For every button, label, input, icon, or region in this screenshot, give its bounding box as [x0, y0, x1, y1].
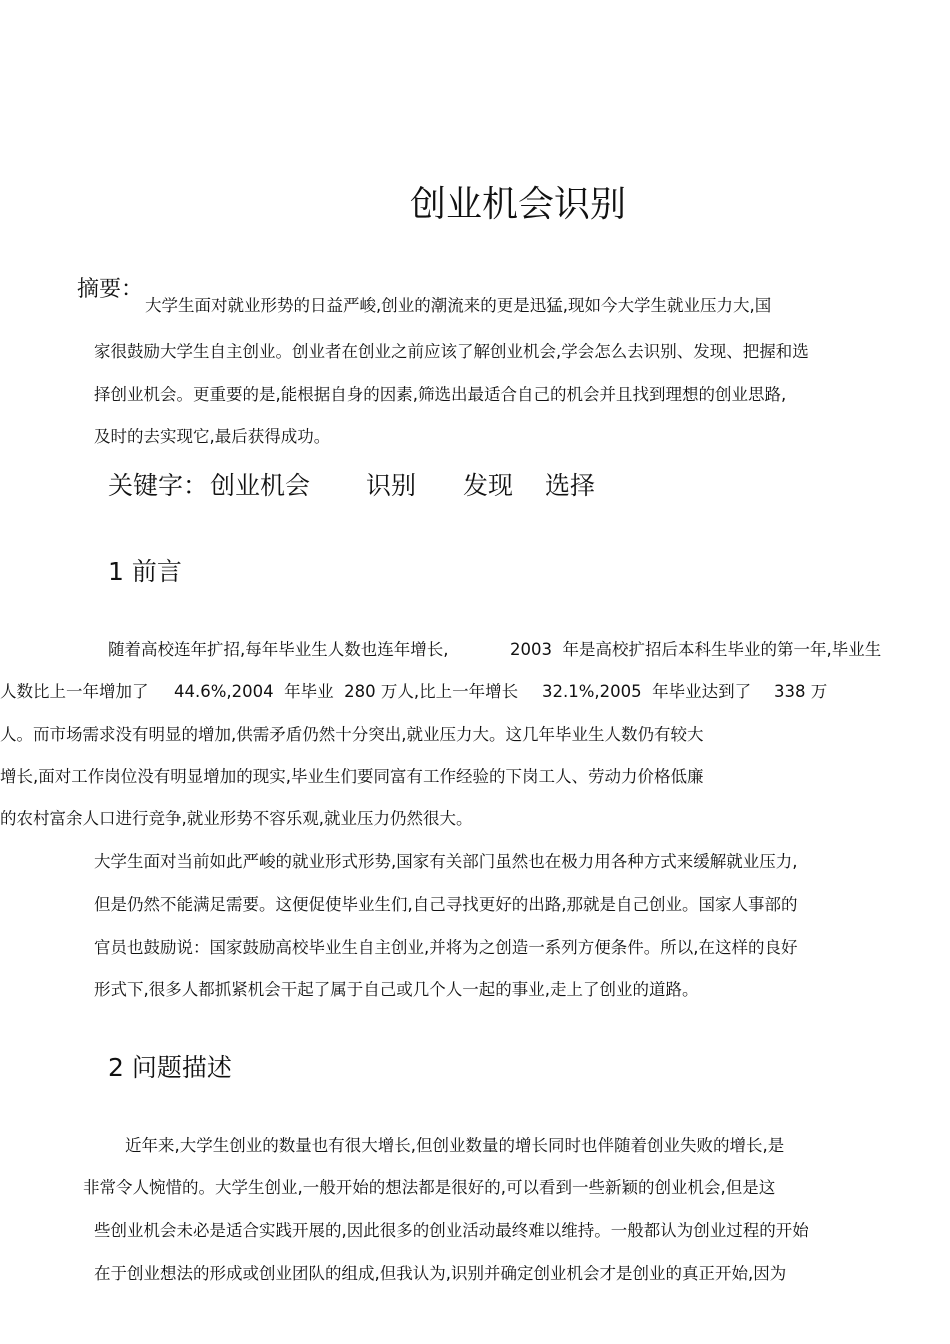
- paragraph-line: 338 万: [774, 682, 828, 701]
- paragraph-line: 近年来,大学生创业的数量也有很大增长,但创业数量的增长同时也伴随着创业失败的增长,是: [125, 1136, 785, 1155]
- keyword-item: 选择: [545, 471, 596, 500]
- abstract-label: 摘要：: [77, 277, 144, 302]
- paragraph-line: 大学生面对当前如此严峻的就业形式形势,国家有关部门虽然也在极力用各种方式来缓解就业压力,: [94, 852, 798, 871]
- section-heading: 2 问题描述: [108, 1053, 232, 1082]
- paragraph-line: 随着高校连年扩招,每年毕业生人数也连年增长,: [108, 640, 449, 659]
- paragraph-line: 的农村富余人口进行竞争,就业形势不容乐观,就业压力仍然很大。: [0, 809, 473, 828]
- paragraph-line: 32.1%,2005 年毕业达到了: [542, 682, 752, 701]
- keyword-item: 识别: [366, 471, 417, 500]
- abstract-line: 及时的去实现它,最后获得成功。: [94, 427, 331, 446]
- abstract-line: 家很鼓励大学生自主创业。创业者在创业之前应该了解创业机会,学会怎么去识别、发现、把握和选: [94, 342, 809, 361]
- paragraph-line: 些创业机会未必是适合实践开展的,因此很多的创业活动最终难以维持。一般都认为创业过程的开始: [94, 1221, 809, 1240]
- paragraph-line: 官员也鼓励说：国家鼓励高校毕业生自主创业,并将为之创造一系列方便条件。所以,在这样的良好: [94, 938, 798, 957]
- paragraph-line: 2003 年是高校扩招后本科生毕业的第一年,毕业生: [510, 640, 882, 659]
- paragraph-line: 增长,面对工作岗位没有明显增加的现实,毕业生们要同富有工作经验的下岗工人、劳动力价格低廉: [0, 767, 704, 786]
- keyword-item: 创业机会: [210, 471, 311, 500]
- paragraph-line: 人。而市场需求没有明显的增加,供需矛盾仍然十分突出,就业压力大。这几年毕业生人数仍有较大: [0, 725, 704, 744]
- section-heading: 1 前言: [108, 557, 182, 586]
- paragraph-line: 非常令人惋惜的。大学生创业,一般开始的想法都是很好的,可以看到一些新颖的创业机会,但是这: [83, 1178, 776, 1197]
- paragraph-line: 人数比上一年增加了: [0, 682, 149, 701]
- abstract-line: 择创业机会。更重要的是,能根据自身的因素,筛选出最适合自己的机会并且找到理想的创业思路,: [94, 385, 787, 404]
- keywords-label: 关键字：: [108, 471, 209, 500]
- paragraph-line: 44.6%,2004 年毕业 280 万人,比上一年增长: [174, 682, 519, 701]
- page-title: 创业机会识别: [410, 184, 627, 225]
- keyword-item: 发现: [463, 471, 514, 500]
- abstract-line: 大学生面对就业形势的日益严峻,创业的潮流来的更是迅猛,现如今大学生就业压力大,国: [145, 296, 772, 315]
- paragraph-line: 但是仍然不能满足需要。这便促使毕业生们,自己寻找更好的出路,那就是自己创业。国家人事部的: [94, 895, 798, 914]
- paragraph-line: 在于创业想法的形成或创业团队的组成,但我认为,识别并确定创业机会才是创业的真正开始,因为: [94, 1264, 787, 1283]
- paragraph-line: 形式下,很多人都抓紧机会干起了属于自己或几个人一起的事业,走上了创业的道路。: [94, 980, 699, 999]
